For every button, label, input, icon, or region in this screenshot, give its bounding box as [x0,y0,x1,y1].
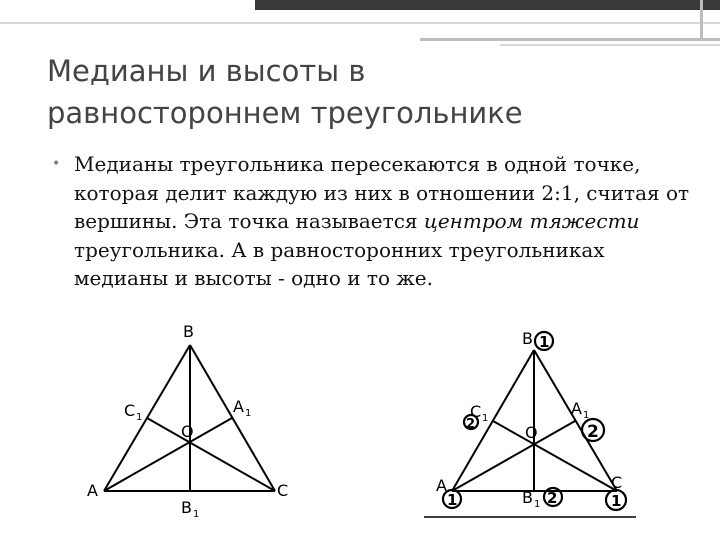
right-label-b: B [522,329,533,348]
mark-number-top: 1 [539,333,550,351]
bullet-text-part1: Медианы треугольника пересекаются в одной точке, которая делит каждую из них в отношении 2:1, считая от вершины. Эта точка называется [74,152,690,233]
right-label-b1: B [522,488,533,507]
right-label-c: C [611,473,623,492]
mark-number-left: 2 [466,417,476,432]
title-line-1: Медианы и высоты в [47,54,366,88]
title-line-2: равностороннем треугольнике [47,96,523,130]
mark-number-a: 1 [447,491,458,509]
left-label-b1: B [181,498,192,517]
mark-number-b1: 2 [547,489,558,507]
right-label-o: O [525,423,538,442]
left-label-c1: C [124,401,136,420]
right-label-b1-sub: 1 [534,499,541,510]
left-label-a: A [87,481,98,500]
left-label-a1-sub: 1 [245,408,252,419]
left-label-b1-sub: 1 [193,509,200,520]
right-label-c1: C [470,402,482,421]
right-side-bc [534,350,617,491]
left-label-b: B [183,322,194,341]
mark-number-right: 2 [587,422,599,442]
bullet-text-part2: треугольника. А в равносторонних треугольниках медианы и высоты - одно и то же. [74,237,605,290]
right-label-c1-sub: 1 [482,413,489,424]
left-label-a1: A [233,397,244,416]
right-label-a1: A [571,399,582,418]
mark-number-c: 1 [611,492,622,510]
bullet-icon: • [52,156,61,172]
right-label-a1-sub: 1 [583,410,590,421]
right-label-a: A [436,476,447,495]
left-label-c1-sub: 1 [136,412,143,423]
left-label-c: C [277,481,289,500]
left-label-o: O [181,422,194,441]
bullet-text-italic: центром тяжести [423,209,640,233]
